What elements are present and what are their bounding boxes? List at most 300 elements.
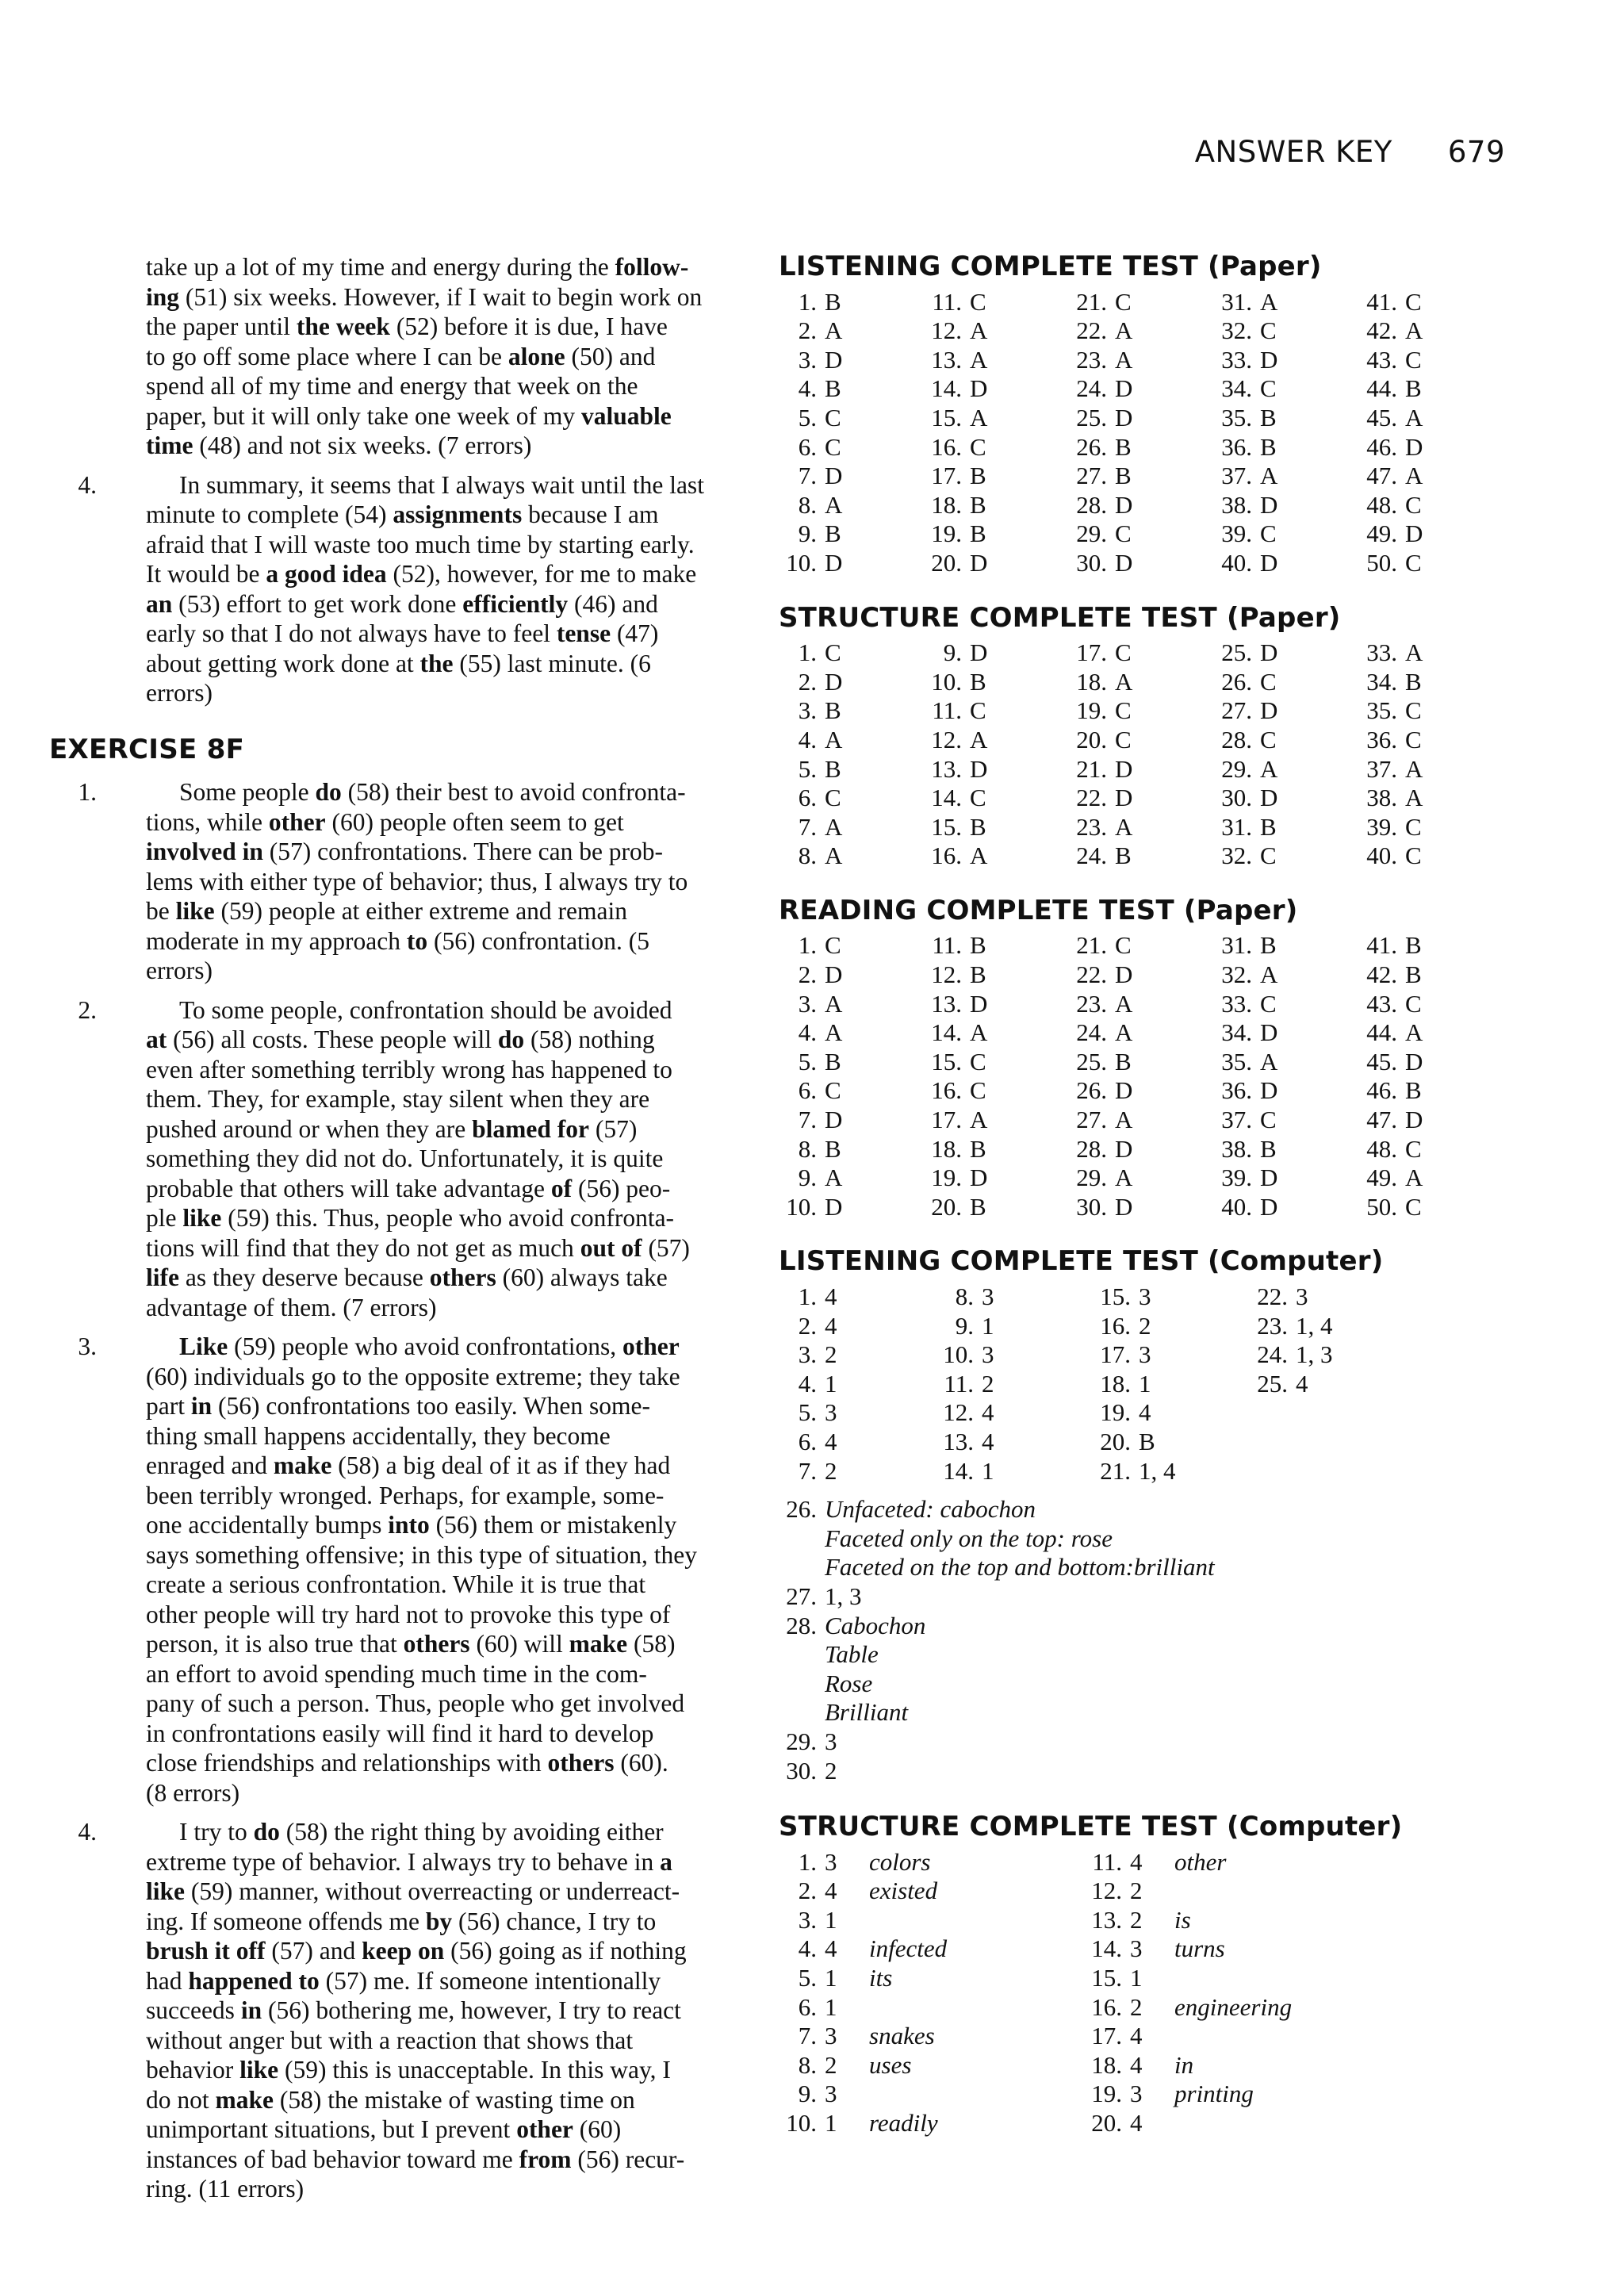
- answer-cell: [1214, 462, 1359, 491]
- item-text: Some people do (58) their best to avoid confronta- tions, while other (60) people often seem to get involved in (57) confrontations. There can be prob- lems with either type of behavior; thus, I always try to be like (59) people at either extreme and remain moderate in my approach to (56) confrontation. (5 errors): [146, 778, 688, 984]
- answer-cell: [779, 1018, 924, 1048]
- answer-cell: [924, 316, 1069, 346]
- item-number: 10.: [786, 548, 817, 577]
- answer-text: 1, 3: [825, 1582, 862, 1610]
- answer-value: C: [825, 432, 841, 461]
- answer-value: C: [970, 287, 986, 316]
- item-number: 14.: [1091, 1934, 1122, 1963]
- answer-value: 2: [1130, 1877, 1143, 1905]
- answer-cell: [1214, 1076, 1359, 1106]
- item-number: 7.: [798, 462, 817, 490]
- item-number: 7.: [798, 1456, 817, 1485]
- paragraph-4: [49, 470, 707, 708]
- item-number: 3.: [78, 1332, 97, 1360]
- answer-cell: [1359, 813, 1504, 842]
- answer-text: Table: [825, 1640, 879, 1669]
- answer-cell: [779, 1457, 936, 1486]
- answer-value: A: [1115, 989, 1133, 1018]
- answer-cell: [1069, 491, 1214, 520]
- answer-cell: [1359, 990, 1504, 1019]
- answer-cell: [1084, 1877, 1401, 1906]
- answer-value: 3: [825, 1398, 837, 1427]
- answer-value: 4: [825, 1934, 837, 1963]
- answer-cell: [924, 1193, 1069, 1222]
- answer-value: B: [1405, 667, 1422, 696]
- answer-value: B: [970, 1134, 986, 1163]
- item-number: 24.: [1076, 374, 1107, 403]
- answer-value: A: [1260, 1047, 1278, 1075]
- answer-value: D: [1115, 754, 1133, 783]
- answer-value: C: [1115, 696, 1132, 725]
- answer-value: D: [970, 754, 988, 783]
- answer-cell: [1214, 520, 1359, 549]
- answer-cell: [1250, 1283, 1407, 1312]
- answer-value: D: [1260, 1164, 1278, 1192]
- answer-grid: [779, 1848, 1516, 2138]
- answer-value: C: [825, 931, 841, 960]
- answer-value: B: [970, 1192, 986, 1221]
- answer-cell: [1069, 1076, 1214, 1106]
- answer-cell: [1359, 433, 1504, 462]
- answer-grid: [779, 638, 1516, 871]
- answer-value: C: [1405, 490, 1422, 519]
- item-number: 8.: [798, 490, 817, 519]
- answer-value: 1, 4: [1296, 1311, 1333, 1340]
- item-number: 15.: [1091, 1964, 1122, 1992]
- answer-value: A: [1115, 316, 1133, 345]
- answer-value: D: [825, 1106, 843, 1134]
- answer-value: 1: [825, 1905, 837, 1934]
- answer-value: C: [1405, 1192, 1422, 1221]
- item-number: 38.: [1221, 1134, 1252, 1163]
- item-number: 18.: [931, 490, 962, 519]
- answer-value: A: [1115, 1018, 1133, 1047]
- answer-text: Faceted on the top and bottom:brilliant: [825, 1553, 1215, 1582]
- answer-value: B: [970, 490, 986, 519]
- answer-word: [864, 2080, 869, 2109]
- answer-word: [1170, 2022, 1174, 2051]
- answer-value: A: [1260, 960, 1278, 989]
- answer-cell: [1084, 2022, 1401, 2051]
- item-number: 19.: [931, 520, 962, 548]
- answer-cell: [779, 1135, 924, 1164]
- answer-value: B: [1115, 462, 1132, 490]
- answer-cell: [779, 960, 924, 990]
- item-number: 18.: [1076, 667, 1107, 696]
- item-number: 12.: [931, 725, 962, 753]
- item-number: 13.: [931, 345, 962, 374]
- item-number: 1.: [798, 1847, 817, 1876]
- answer-value: A: [1405, 1164, 1423, 1192]
- item-number: 22.: [1076, 784, 1107, 812]
- item-number: 17.: [931, 1106, 962, 1134]
- item-number: 19.: [1091, 2080, 1122, 2108]
- item-number: 2.: [798, 1877, 817, 1905]
- answer-cell: [924, 374, 1069, 404]
- answer-cell: [1214, 1048, 1359, 1077]
- item-number: 4.: [798, 1369, 817, 1398]
- item-number: 23.: [1076, 989, 1107, 1018]
- item-number: 17.: [1076, 638, 1107, 667]
- answer-value: 1: [982, 1311, 994, 1340]
- answer-cell: [924, 1018, 1069, 1048]
- answer-value: C: [970, 784, 986, 812]
- answer-value: D: [1115, 490, 1133, 519]
- answer-value: D: [1405, 432, 1423, 461]
- item-number: 39.: [1221, 520, 1252, 548]
- item-number: 20.: [1091, 2109, 1122, 2138]
- item-number: 17.: [1100, 1340, 1131, 1369]
- answer-value: 2: [1130, 1905, 1143, 1934]
- answer-cell: [779, 813, 924, 842]
- item-number: 15.: [931, 403, 962, 431]
- answer-value: B: [970, 462, 986, 490]
- item-number: 8.: [798, 842, 817, 870]
- item-number: 16.: [1091, 1992, 1122, 2021]
- section-title: READING COMPLETE TEST (Paper): [779, 894, 1298, 926]
- answer-cell: [1214, 433, 1359, 462]
- answer-value: C: [825, 638, 841, 667]
- answer-cell: [936, 1428, 1093, 1457]
- answer-cell: [924, 638, 1069, 668]
- answer-cell: [1214, 990, 1359, 1019]
- item-number: 29.: [1076, 1164, 1107, 1192]
- answer-value: A: [1405, 638, 1423, 667]
- answer-value: B: [1260, 403, 1277, 431]
- item-number: 37.: [1366, 754, 1397, 783]
- item-number: 36.: [1366, 725, 1397, 753]
- answer-value: D: [970, 374, 988, 403]
- answer-value: A: [1115, 1164, 1133, 1192]
- item-number: 6.: [798, 784, 817, 812]
- answer-cell: [1084, 1906, 1401, 1935]
- answer-cell: [1359, 1164, 1504, 1193]
- answer-value: B: [1115, 1047, 1132, 1075]
- item-number: 13.: [1091, 1905, 1122, 1934]
- answer-text: Cabochon: [825, 1611, 926, 1639]
- answer-word: [1170, 2109, 1174, 2138]
- item-number: 45.: [1366, 403, 1397, 431]
- item-number: 15.: [931, 1047, 962, 1075]
- answer-cell: [1359, 842, 1504, 871]
- item-number: 12.: [1091, 1877, 1122, 1905]
- answer-word: snakes: [869, 2022, 935, 2050]
- answer-cell: [779, 842, 924, 871]
- answer-value: A: [825, 842, 843, 870]
- answer-value: C: [1115, 638, 1132, 667]
- answer-word: other: [1174, 1847, 1227, 1876]
- answer-value: 1: [982, 1456, 994, 1485]
- answer-cell: [1214, 931, 1359, 960]
- answer-cell: [936, 1457, 1093, 1486]
- answer-cell: [1214, 1106, 1359, 1135]
- answer-cell: [1214, 1135, 1359, 1164]
- item-number: 35.: [1366, 696, 1397, 725]
- item-number: 26.: [786, 1495, 817, 1524]
- item-number: 1.: [798, 931, 817, 960]
- answer-value: 2: [825, 1340, 837, 1369]
- answer-value: 3: [825, 2080, 837, 2108]
- item-number: 50.: [1366, 1192, 1397, 1221]
- answer-value: A: [1115, 1106, 1133, 1134]
- answer-cell: [1069, 1135, 1214, 1164]
- item-number: 29.: [1221, 754, 1252, 783]
- answer-cell: [924, 404, 1069, 433]
- answer-value: B: [1115, 842, 1132, 870]
- item-number: 17.: [1091, 2022, 1122, 2050]
- item-number: 12.: [931, 960, 962, 989]
- answer-cell: [779, 316, 924, 346]
- item-number: 42.: [1366, 960, 1397, 989]
- answer-cell: [924, 813, 1069, 842]
- answer-cell: [779, 1106, 924, 1135]
- answer-value: 1, 3: [1296, 1340, 1333, 1369]
- answer-value: C: [1405, 989, 1422, 1018]
- answer-value: 3: [1130, 1934, 1143, 1963]
- item-number: 25.: [1221, 638, 1252, 667]
- answer-cell: [1359, 316, 1504, 346]
- answer-value: 4: [825, 1311, 837, 1340]
- answer-cell: [1069, 462, 1214, 491]
- item-number: 13.: [943, 1427, 974, 1455]
- exercise-item-1: [49, 777, 707, 986]
- answer-cell: [1093, 1312, 1250, 1341]
- item-number: 9.: [798, 1164, 817, 1192]
- item-number: 8.: [798, 2050, 817, 2079]
- item-number: 22.: [1076, 960, 1107, 989]
- answer-value: A: [825, 725, 843, 753]
- answer-word: engineering: [1174, 1992, 1293, 2021]
- answer-cell: [924, 346, 1069, 375]
- answer-value: 3: [982, 1340, 994, 1369]
- item-number: 5.: [798, 403, 817, 431]
- item-number: 43.: [1366, 989, 1397, 1018]
- answer-value: D: [825, 1192, 843, 1221]
- answer-value: 1: [825, 1992, 837, 2021]
- answer-word: turns: [1174, 1934, 1225, 1963]
- answer-value: A: [825, 989, 843, 1018]
- answer-value: A: [1405, 1018, 1423, 1047]
- answer-cell: [1214, 696, 1359, 726]
- answer-cell: [936, 1398, 1093, 1428]
- answer-value: 3: [825, 1847, 837, 1876]
- answer-cell: [924, 462, 1069, 491]
- item-number: 6.: [798, 432, 817, 461]
- item-number: 4.: [798, 374, 817, 403]
- answer-value: D: [970, 548, 988, 577]
- item-number: 21.: [1100, 1456, 1131, 1485]
- answer-value: 2: [825, 2050, 837, 2079]
- answer-value: C: [1405, 812, 1422, 841]
- item-number: 15.: [931, 812, 962, 841]
- item-number: 32.: [1221, 316, 1252, 345]
- running-header: [1195, 135, 1505, 169]
- item-number: 48.: [1366, 490, 1397, 519]
- answer-cell: [1359, 1076, 1504, 1106]
- answer-value: B: [1405, 374, 1422, 403]
- answer-value: C: [1405, 725, 1422, 753]
- exercise-title: EXERCISE 8F: [49, 733, 245, 765]
- item-number: 19.: [931, 1164, 962, 1192]
- answer-value: C: [970, 696, 986, 725]
- answer-cell: [924, 784, 1069, 813]
- answer-cell: [779, 784, 924, 813]
- answer-cell: [779, 1964, 1084, 1993]
- answer-cell: [1359, 404, 1504, 433]
- answer-value: 1: [825, 1964, 837, 1992]
- page-number: 679: [1447, 135, 1505, 169]
- answer-cell: [1069, 1018, 1214, 1048]
- answer-cell: [779, 346, 924, 375]
- item-number: 35.: [1221, 1047, 1252, 1075]
- item-text: I try to do (58) the right thing by avoiding either extreme type of behavior. I always try to behave in a like (59) manner, without overreacting or underreact- ing. If someone offends me by (56) chance, I try to brush it off (57) and keep on (56) going as if nothing had happened to (57) me. If someone intentionally succeeds in (56) bothering me, however, I try to react without anger but with a reaction that shows that behavior like (59) this is unacceptable. In this way, I do not make (58) the mistake of wasting time on unimportant situations, but I prevent other (60) instances of bad behavior toward me from (56) recur- ring. (11 errors): [146, 1818, 687, 2203]
- answer-value: A: [825, 316, 843, 345]
- answer-cell: [779, 1993, 1084, 2023]
- answer-cell: [1250, 1370, 1407, 1399]
- item-number: 28.: [1076, 490, 1107, 519]
- answer-cell: [1069, 638, 1214, 668]
- item-number: 25.: [1076, 403, 1107, 431]
- answer-cell: [1214, 784, 1359, 813]
- answer-cell: [1250, 1340, 1407, 1370]
- answer-cell: [1214, 960, 1359, 990]
- paragraph-text: take up a lot of my time and energy during the follow- ing (51) six weeks. However, if I wait to begin work on the paper until the week (52) before it is due, I have to go off some place where I can be alone (50) and spend all of my time and energy that week on the paper, but it will only take one week of my valuable time (48) and not six weeks. (7 errors): [146, 253, 703, 459]
- item-number: 39.: [1366, 812, 1397, 841]
- answer-cell: [779, 1076, 924, 1106]
- answer-cell: [779, 2022, 1084, 2051]
- answer-cell: [1359, 1106, 1504, 1135]
- answer-27: [779, 1582, 1516, 1612]
- answer-cell: [1359, 931, 1504, 960]
- answer-cell: [779, 1370, 936, 1399]
- answer-value: D: [1260, 1192, 1278, 1221]
- answer-value: B: [970, 812, 986, 841]
- item-number: 22.: [1257, 1283, 1288, 1310]
- answer-value: D: [825, 345, 843, 374]
- item-number: 1.: [78, 778, 97, 806]
- answer-value: D: [1115, 1076, 1133, 1105]
- answer-value: B: [1260, 1134, 1277, 1163]
- answer-cell: [1250, 1312, 1407, 1341]
- item-number: 10.: [943, 1340, 974, 1369]
- answer-text: Brilliant: [825, 1698, 909, 1727]
- item-number: 21.: [1076, 931, 1107, 960]
- right-column: [779, 252, 1516, 2138]
- answer-cell: [1069, 374, 1214, 404]
- answer-value: C: [970, 432, 986, 461]
- item-number: 4.: [798, 1934, 817, 1963]
- answer-cell: [1084, 1964, 1401, 1993]
- answer-cell: [779, 433, 924, 462]
- answer-value: 4: [1130, 2109, 1143, 2138]
- answer-value: B: [970, 960, 986, 989]
- item-number: 21.: [1076, 754, 1107, 783]
- answer-cell: [924, 931, 1069, 960]
- item-number: 28.: [1221, 725, 1252, 753]
- item-number: 8.: [798, 1134, 817, 1163]
- item-number: 28.: [786, 1611, 817, 1639]
- item-number: 1.: [798, 287, 817, 316]
- left-column: [49, 252, 707, 2214]
- answer-value: C: [1405, 548, 1422, 577]
- item-number: 2.: [798, 667, 817, 696]
- item-number: 33.: [1221, 989, 1252, 1018]
- answer-value: A: [1115, 667, 1133, 696]
- answer-value: 2: [1139, 1311, 1151, 1340]
- exercise-items: [49, 777, 707, 2204]
- answer-cell: [924, 549, 1069, 578]
- answer-cell: [1069, 726, 1214, 755]
- answer-cell: [924, 842, 1069, 871]
- paragraph-continued: [49, 252, 707, 461]
- answer-value: D: [1260, 1018, 1278, 1047]
- item-number: 27.: [1076, 1106, 1107, 1134]
- answer-cell: [1214, 491, 1359, 520]
- answer-cell: [1214, 755, 1359, 784]
- answer-word: uses: [869, 2050, 912, 2079]
- item-number: 4.: [798, 1018, 817, 1047]
- item-number: 41.: [1366, 931, 1397, 960]
- answer-value: A: [825, 490, 843, 519]
- item-number: 42.: [1366, 316, 1397, 345]
- item-number: 39.: [1221, 1164, 1252, 1192]
- item-number: 23.: [1076, 345, 1107, 374]
- item-number: 32.: [1221, 960, 1252, 989]
- item-number: 31.: [1221, 931, 1252, 960]
- answer-value: C: [1405, 842, 1422, 870]
- answer-word: [1170, 1877, 1174, 1906]
- answer-cell: [1214, 1193, 1359, 1222]
- answer-word: is: [1174, 1905, 1191, 1934]
- answer-value: 3: [1130, 2080, 1143, 2108]
- answer-value: A: [1115, 345, 1133, 374]
- answer-value: C: [1115, 520, 1132, 548]
- answer-28: [779, 1612, 1516, 1641]
- item-number: 32.: [1221, 842, 1252, 870]
- answer-cell: [1069, 990, 1214, 1019]
- answer-cell: [779, 520, 924, 549]
- answer-value: 1: [1139, 1369, 1151, 1398]
- answer-text: Unfaceted: cabochon: [825, 1495, 1036, 1524]
- answer-value: 4: [825, 1427, 837, 1455]
- answer-value: 1: [825, 1369, 837, 1398]
- answer-text: Faceted only on the top: rose: [825, 1524, 1113, 1552]
- answer-value: 4: [982, 1398, 994, 1427]
- answer-cell: [779, 1048, 924, 1077]
- item-number: 34.: [1221, 1018, 1252, 1047]
- item-number: 26.: [1076, 1076, 1107, 1105]
- answer-value: D: [970, 1164, 988, 1192]
- answer-cell: [1214, 1164, 1359, 1193]
- answer-cell: [1069, 931, 1214, 960]
- answer-cell: [779, 491, 924, 520]
- item-number: 22.: [1076, 316, 1107, 345]
- answer-cell: [1359, 1193, 1504, 1222]
- answer-value: C: [1260, 725, 1277, 753]
- answer-cell: [1069, 1164, 1214, 1193]
- answer-cell: [779, 726, 924, 755]
- item-number: 15.: [1100, 1283, 1131, 1310]
- answer-cell: [779, 931, 924, 960]
- item-number: 38.: [1221, 490, 1252, 519]
- answer-value: A: [825, 812, 843, 841]
- answer-value: A: [1405, 403, 1423, 431]
- answer-word: [1170, 1964, 1174, 1993]
- item-number: 19.: [1100, 1398, 1131, 1427]
- answer-cell: [1084, 2080, 1401, 2109]
- item-number: 38.: [1366, 784, 1397, 812]
- answer-cell: [1069, 1048, 1214, 1077]
